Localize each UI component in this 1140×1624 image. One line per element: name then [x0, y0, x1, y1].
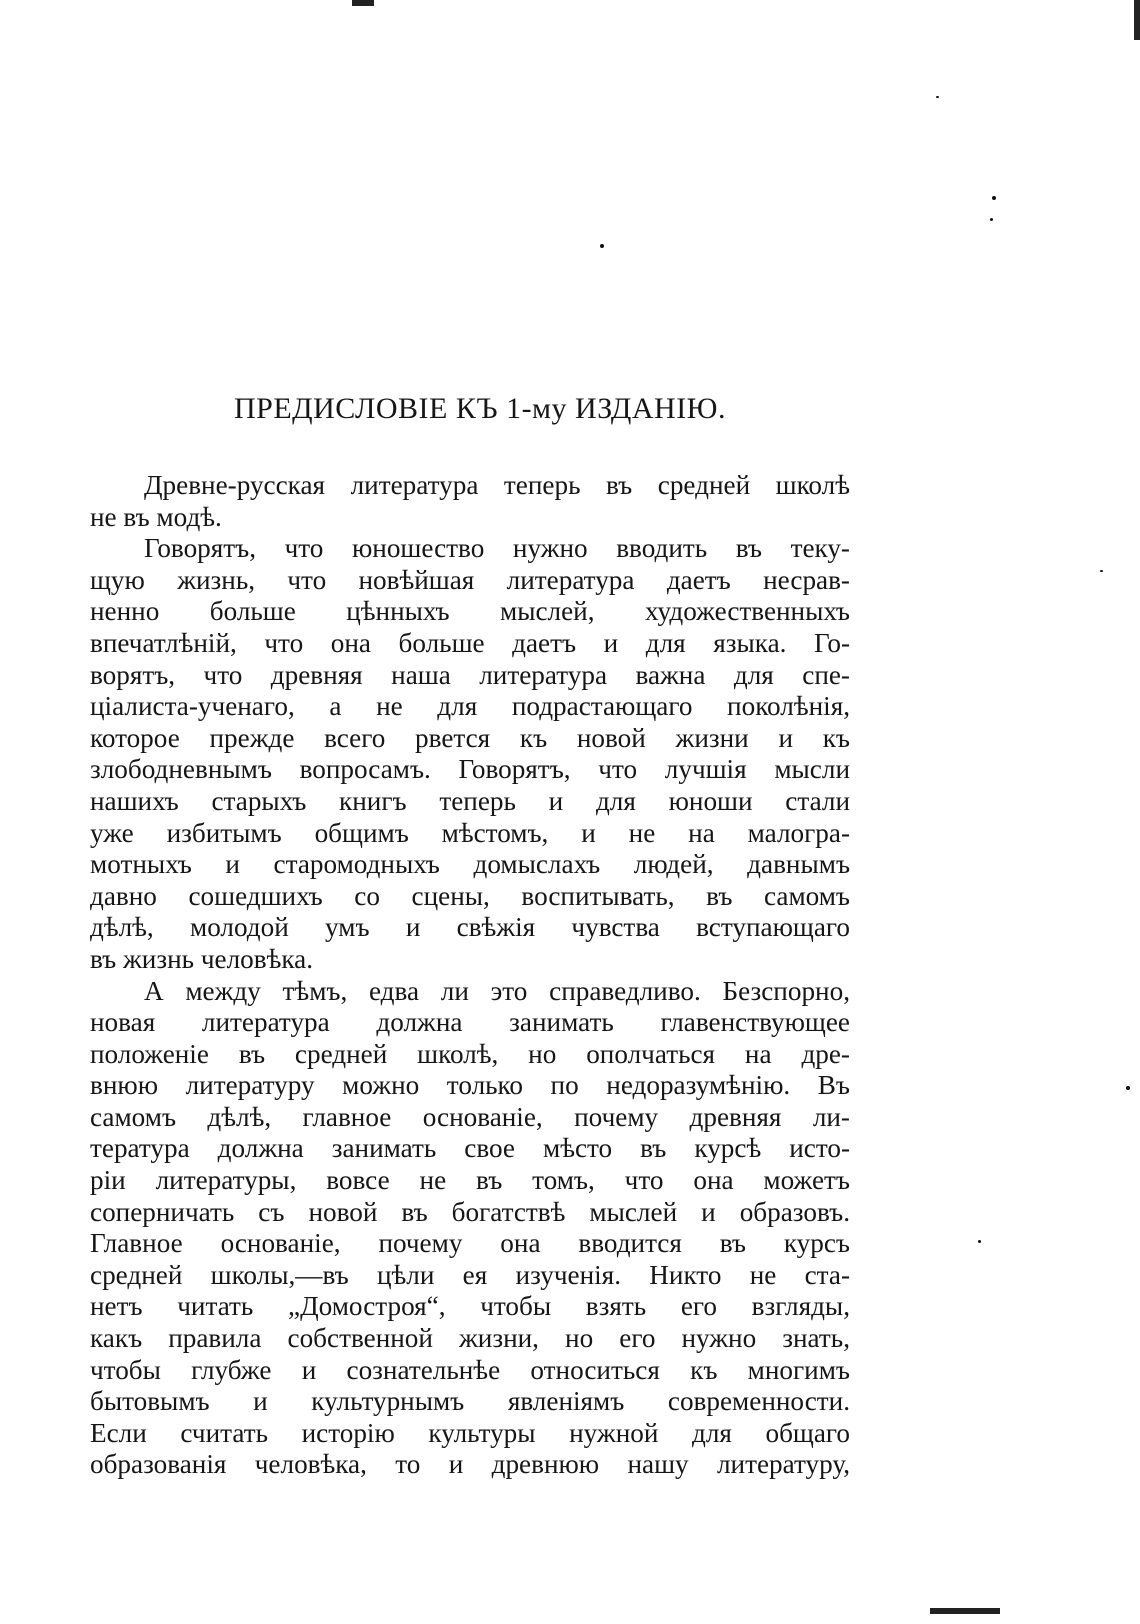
text-line: средней школы,—въ цѣли ея изученія. Никто не ста-	[90, 1259, 850, 1290]
text-line: Главное основаніе, почему она вводится въ курсъ	[90, 1228, 850, 1259]
scan-speck	[978, 1240, 981, 1243]
text-line: Если считать исторію культуры нужной для общаго	[90, 1417, 850, 1448]
text-line: которое прежде всего рвется къ новой жизни и къ	[90, 722, 850, 753]
text-line: бытовымъ и культурнымъ явленіямъ современности.	[90, 1386, 850, 1417]
text-line: мотныхъ и старомодныхъ домыслахъ людей, давнымъ	[90, 849, 850, 880]
text-line: злободневнымъ вопросамъ. Говорятъ, что лучшія мысли	[90, 754, 850, 785]
scan-speck	[990, 218, 993, 221]
text-line: А между тѣмъ, едва ли это справедливо. Безспорно,	[144, 975, 850, 1006]
text-line: давно сошедшихъ со сцены, воспитывать, въ самомъ	[90, 880, 850, 911]
text-line: въ жизнь человѣка.	[90, 943, 313, 974]
text-line: чтобы глубже и сознательнѣе относиться къ многимъ	[90, 1354, 850, 1385]
text-line: ріи литературы, вовсе не въ томъ, что она можетъ	[90, 1165, 850, 1196]
body-text	[90, 470, 850, 1481]
text-line: щую жизнь, что новѣйшая литература даетъ несрав-	[90, 564, 850, 595]
text-line: какъ правила собственной жизни, но его нужно знать,	[90, 1323, 850, 1354]
scan-speck	[1100, 570, 1103, 572]
text-line: Древне-русская литература теперь въ средней школѣ	[144, 470, 850, 500]
text-line: ціалиста-ученаго, а не для подрастающаго поколѣнія,	[90, 691, 850, 722]
text-line: дѣлѣ, молодой умъ и свѣжія чувства вступающаго	[90, 912, 850, 943]
text-line: ворятъ, что древняя наша литература важна для спе-	[90, 659, 850, 690]
page-title: ПРЕДИСЛОВІЕ КЪ 1-му ИЗДАНІЮ.	[233, 392, 727, 425]
text-line: самомъ дѣлѣ, главное основаніе, почему древняя ли-	[90, 1101, 850, 1132]
text-line: впечатлѣній, что она больше даетъ и для языка. Го-	[90, 627, 850, 658]
scan-speck	[600, 244, 604, 248]
text-line: уже избитымъ общимъ мѣстомъ, и не на малогра-	[90, 817, 850, 848]
text-line: не въ модѣ.	[90, 501, 222, 532]
scan-speck	[936, 96, 939, 98]
text-line: нетъ читать „Домостроя“, чтобы взять его взгляды,	[90, 1291, 850, 1322]
text-line: новая литература должна занимать главенствующее	[90, 1007, 850, 1038]
text-line: ненно больше цѣнныхъ мыслей, художественныхъ	[90, 596, 850, 627]
text-line: положеніе въ средней школѣ, но ополчаться на дре-	[90, 1038, 850, 1069]
scan-edge-mark-right	[1134, 0, 1140, 40]
text-line: образованія человѣка, то и древнюю нашу литературу,	[90, 1449, 850, 1480]
text-line: внюю литературу можно только по недоразумѣнію. Въ	[90, 1070, 850, 1101]
scan-speck	[992, 196, 996, 200]
text-line: нашихъ старыхъ книгъ теперь и для юноши стали	[90, 785, 850, 816]
text-line: тература должна занимать свое мѣсто въ курсѣ исто-	[90, 1133, 850, 1164]
scan-edge-mark-bottom	[930, 1608, 1000, 1614]
text-line: Говорятъ, что юношество нужно вводить въ теку-	[144, 533, 850, 564]
scan-edge-mark-top	[352, 0, 374, 6]
text-line: соперничать съ новой въ богатствѣ мыслей и образовъ.	[90, 1196, 850, 1227]
scan-speck	[1126, 1086, 1130, 1090]
